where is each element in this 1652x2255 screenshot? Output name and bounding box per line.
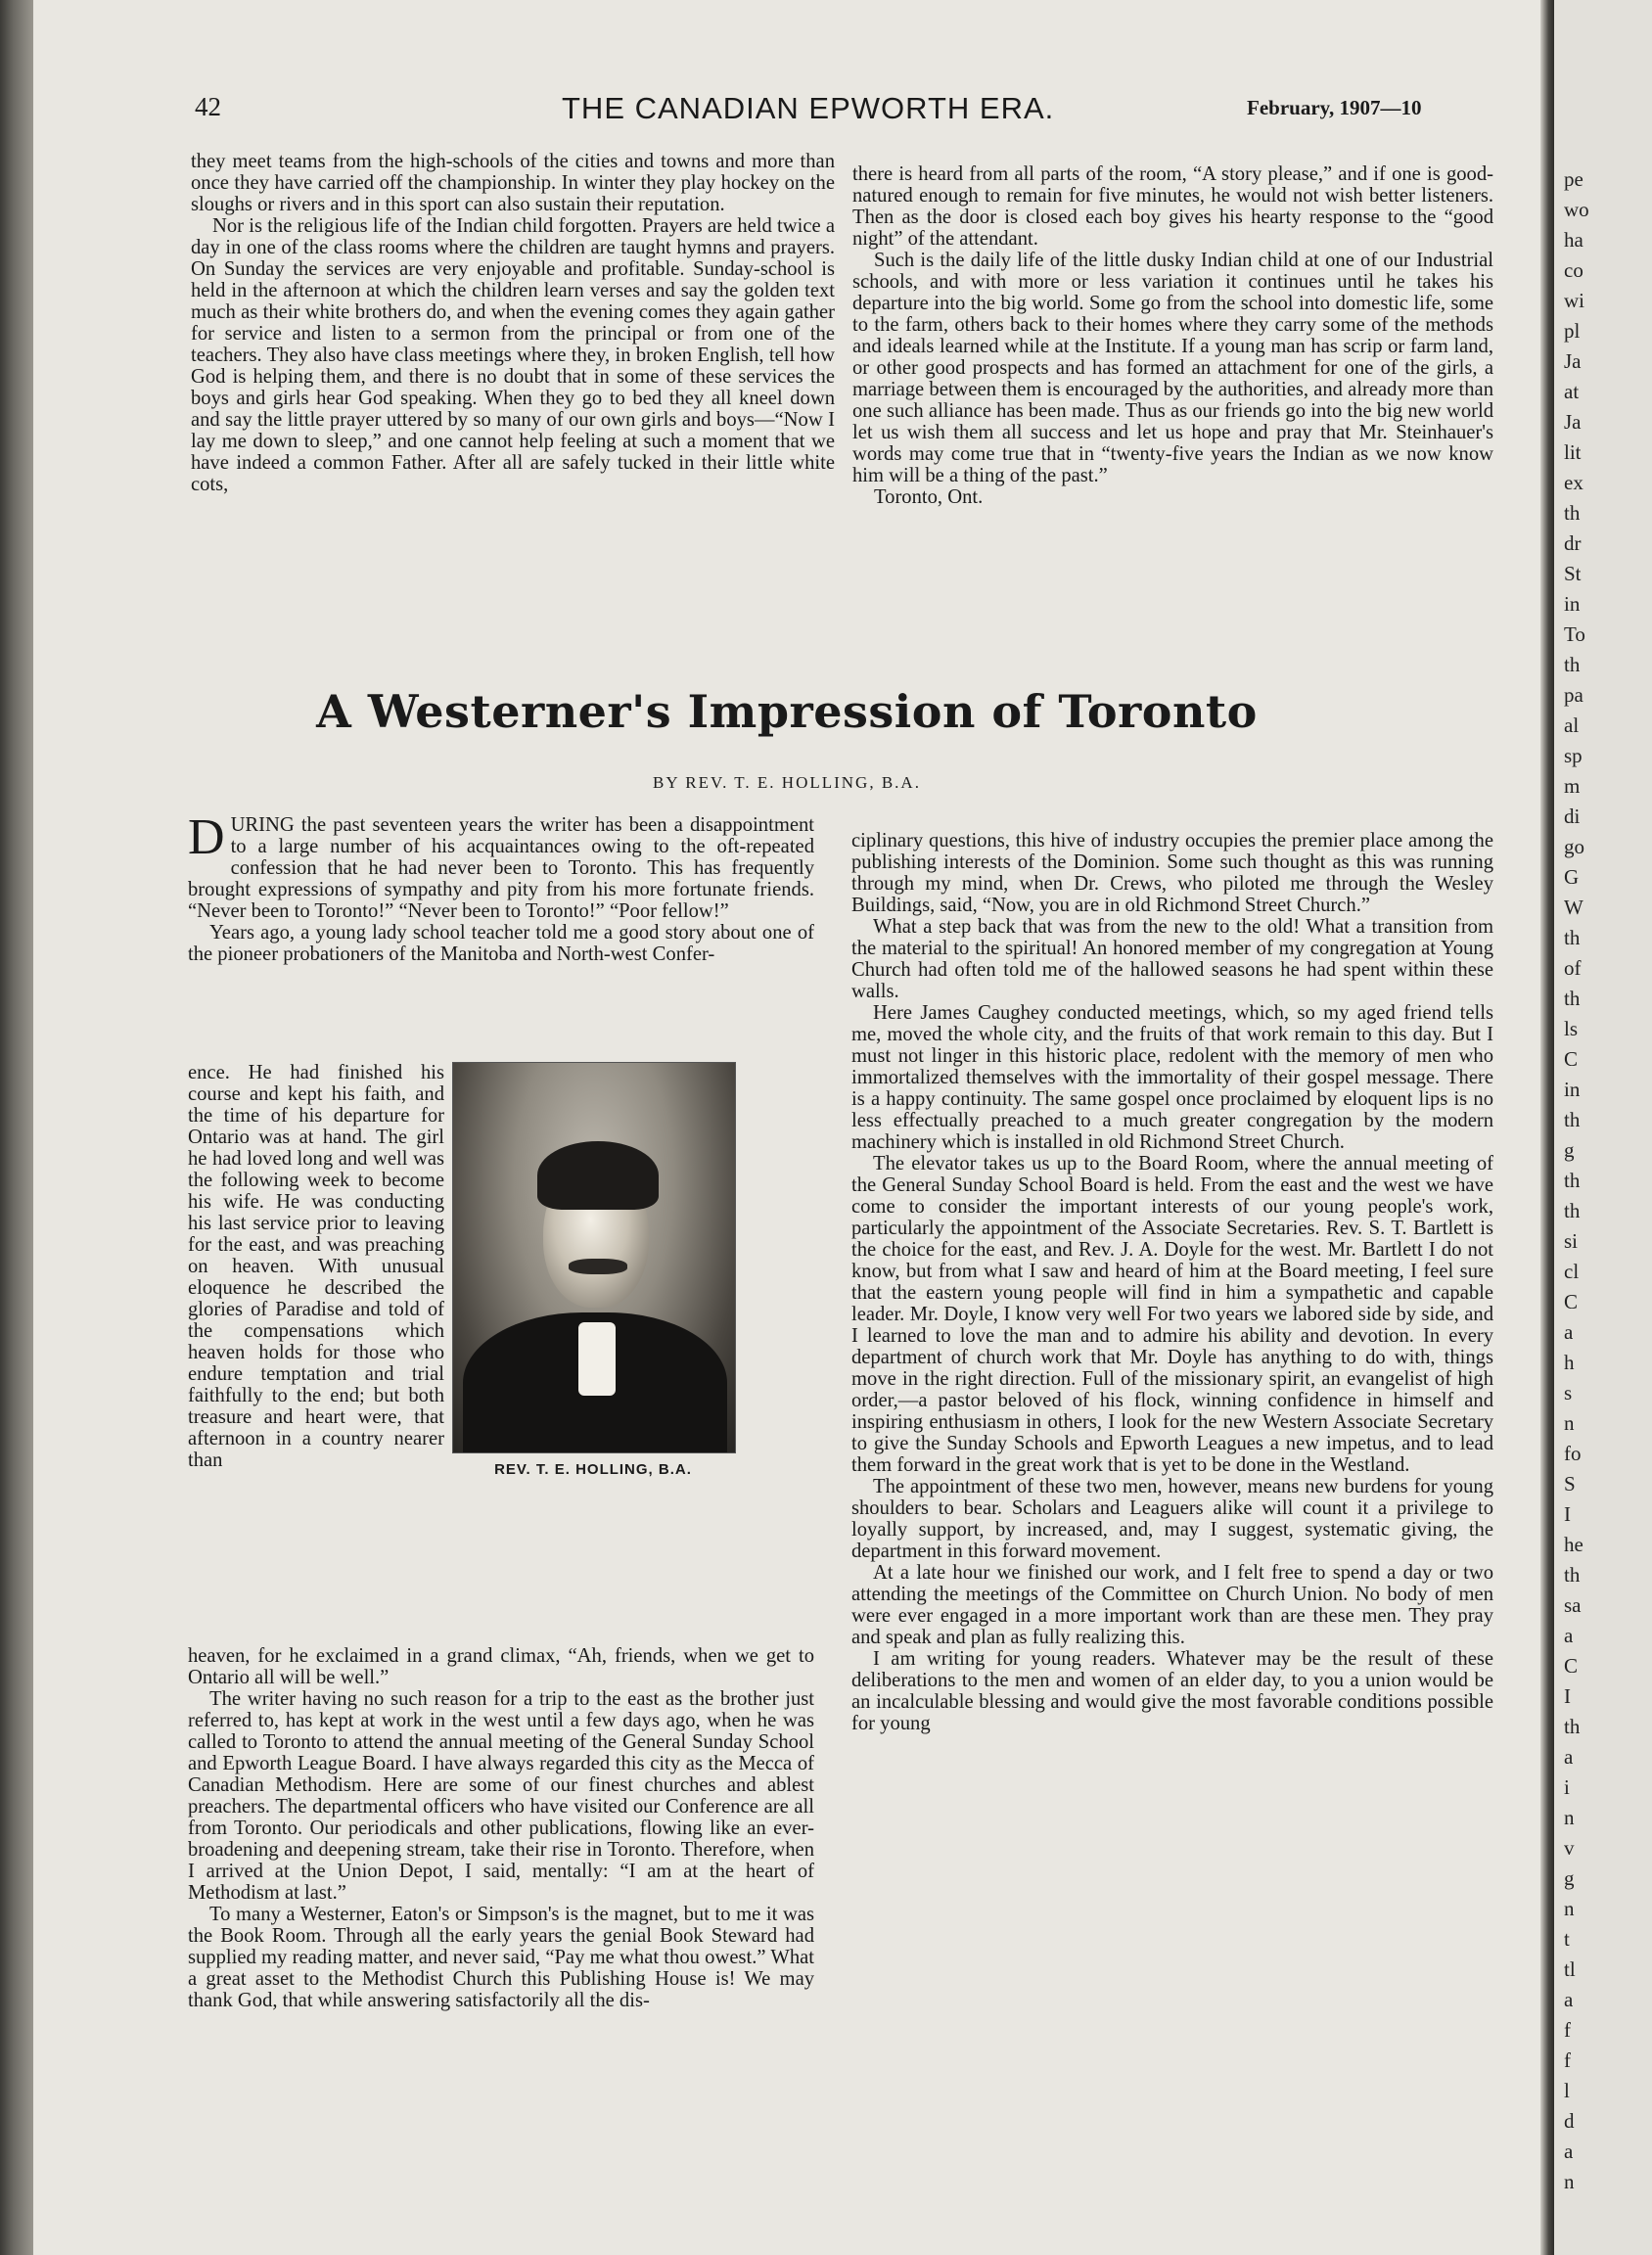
signoff: Toronto, Ont.	[874, 486, 984, 508]
paragraph: there is heard from all parts of the room, “A story please,” and if one is good-natured enough to remain for five minutes, he would not wish better listeners. Then as the door is closed each boy gives his hearty response to the “good night” of the attendant.	[852, 163, 1493, 250]
next-page-fragment: wi	[1564, 289, 1584, 312]
next-page-fragment: pl	[1564, 319, 1581, 343]
next-page-fragment: a	[1564, 2140, 1574, 2163]
next-page-fragment: th	[1564, 926, 1581, 949]
next-page-fragment: th	[1564, 501, 1581, 525]
next-page-fragment: I	[1564, 1684, 1571, 1708]
next-page-fragment: Ja	[1564, 349, 1582, 373]
paragraph: Here James Caughey conducted meetings, which, so my aged friend tells me, moved the whole city, and the fruits of that work remain to this day. But I must not linger in this historic place, redolent with the memory of men who immortalized themselves with the immortality of their gospel message. There is a happy continuity. The same gospel once proclaimed by eloquent lips is no less effectually preached to a much greater congregation by the modern machinery which is installed in old Richmond Street Church.	[851, 1002, 1493, 1153]
paragraph: heaven, for he exclaimed in a grand climax, “Ah, friends, when we get to Ontario all will be well.”	[188, 1645, 814, 1688]
next-page-fragment: n	[1564, 1806, 1575, 1829]
next-page-fragment: d	[1564, 2109, 1575, 2133]
next-page-fragment: g	[1564, 1866, 1575, 1890]
paragraph	[188, 809, 814, 922]
next-page-fragment: ha	[1564, 228, 1583, 252]
next-page-fragment: a	[1564, 1745, 1574, 1769]
page-number: 42	[195, 92, 221, 121]
next-page-fragment: go	[1564, 835, 1584, 858]
adjacent-page-edge	[1554, 0, 1652, 2255]
drop-cap: D	[188, 809, 225, 865]
next-page-fragment: ex	[1564, 471, 1583, 494]
next-page-fragment: v	[1564, 1836, 1575, 1860]
next-page-fragment: To	[1564, 622, 1585, 646]
next-page-fragment: n	[1564, 1411, 1575, 1435]
article-byline: BY REV. T. E. HOLLING, B.A.	[653, 773, 921, 792]
next-page-fragment: wo	[1564, 198, 1589, 221]
paragraph: they meet teams from the high-schools of the cities and towns and more than once they have carried off the championship. In winter they play hockey on the sloughs or rivers and in this sport can also sustain their reputation.	[191, 151, 835, 215]
issue-date: February, 1907—10	[1247, 96, 1422, 119]
paragraph: At a late hour we finished our work, and I felt free to spend a day or two attending the meetings of the Committee on Church Union. No body of men were ever engaged in a more important work than are these men. They pray and speak and plan as fully realizing this.	[851, 1562, 1493, 1648]
next-page-fragment: l	[1564, 2079, 1570, 2102]
next-page-fragment: lit	[1564, 440, 1582, 464]
next-page-fragment: Ja	[1564, 410, 1582, 434]
portrait-caption: REV. T. E. HOLLING, B.A.	[494, 1461, 692, 1478]
next-page-fragment: pe	[1564, 167, 1583, 191]
next-page-fragment: in	[1564, 592, 1581, 616]
portrait-collar	[578, 1322, 616, 1396]
next-page-fragment: pa	[1564, 683, 1583, 707]
author-portrait	[452, 1062, 736, 1453]
next-page-fragment: i	[1564, 1775, 1570, 1799]
top-left-column	[191, 151, 835, 495]
next-page-fragment: di	[1564, 805, 1581, 828]
next-page-fragment: fo	[1564, 1442, 1582, 1465]
next-page-fragment: sp	[1564, 744, 1583, 767]
masthead: THE CANADIAN EPWORTH ERA.	[562, 91, 1055, 125]
next-page-fragment: ls	[1564, 1017, 1579, 1040]
article-left-column-top	[188, 809, 814, 965]
next-page-fragment: C	[1564, 1654, 1579, 1678]
next-page-fragment: t	[1564, 1927, 1570, 1951]
next-page-fragment: at	[1564, 380, 1580, 403]
next-page-fragment: G	[1564, 865, 1580, 889]
paragraph: Nor is the religious life of the Indian child forgotten. Prayers are held twice a day in one of the class rooms where the children are taught hymns and prayers. On Sunday the services are very enjoyable and profitable. Sunday-school is held in the afternoon at which the children learn verses and say the golden text much as their white brothers do, and when the evening comes they again gather for service and listen to a sermon from the principal or from one of the teachers. They also have class meetings where they, in broken English, tell how God is helping them, and there is no doubt that in some of these services the boys and girls hear God speaking. When they go to bed they all kneel down and say the little prayer uttered by so many of our own girls and boys—“Now I lay me down to sleep,” and one cannot help feeling at such a moment that we have indeed a common Father. After all are safely tucked in their little white cots,	[191, 215, 835, 495]
paragraph: ciplinary questions, this hive of industry occupies the premier place among the publishing interests of the Dominion. Some such thought as this was running through my mind, when Dr. Crews, who piloted me through the Wesley Buildings, said, “Now, you are in old Richmond Street Church.”	[851, 830, 1493, 916]
next-page-fragment: g	[1564, 1138, 1575, 1162]
next-page-fragment: a	[1564, 1320, 1574, 1344]
next-page-fragment: W	[1564, 896, 1583, 919]
article-right-column	[851, 830, 1493, 1734]
next-page-fragment: n	[1564, 2170, 1575, 2193]
next-page-fragment: th	[1564, 1563, 1581, 1587]
paragraph: What a step back that was from the new to the old! What a transition from the material to the spiritual! An honored member of my congregation at Young Church had often told me of the hallowed seasons he had spent within these walls.	[851, 916, 1493, 1002]
top-right-column	[852, 163, 1493, 508]
next-page-fragment: I	[1564, 1502, 1571, 1526]
paragraph: I am writing for young readers. Whatever may be the result of these deliberations to the men and women of an elder day, to you a union would be an incalculable blessing and would give the most favorable conditions possible for young	[851, 1648, 1493, 1734]
paragraph: ence. He had finished his course and kept his faith, and the time of his departure for Ontario was at hand. The girl he had loved long and well was the following week to become his wife. He was conducting his last service prior to leaving for the east, and was preaching on heaven. With unusual eloquence he described the glories of Paradise and told of the compensations which heaven holds for those who endure temptation and trial faithfully to the end; but both treasure and heart were, that afternoon in a country nearer than	[188, 1062, 444, 1471]
next-page-fragment: th	[1564, 987, 1581, 1010]
page-header	[33, 92, 1540, 131]
next-page-fragment: n	[1564, 1897, 1575, 1920]
article-left-column-bottom	[188, 1645, 814, 2011]
next-page-fragment: C	[1564, 1047, 1579, 1071]
next-page-fragment: f	[1564, 2018, 1571, 2042]
next-page-fragment: C	[1564, 1290, 1579, 1313]
paragraph: Years ago, a young lady school teacher told me a good story about one of the pioneer probationers of the Manitoba and North-west Confer-	[188, 922, 814, 965]
next-page-fragment: cl	[1564, 1260, 1580, 1283]
next-page-fragment: tl	[1564, 1957, 1576, 1981]
next-page-fragment: th	[1564, 1108, 1581, 1131]
next-page-fragment: th	[1564, 653, 1581, 676]
paragraph: The writer having no such reason for a trip to the east as the brother just referred to, has kept at work in the west until a few days ago, when he was called to Toronto to attend the annual meeting of the General Sunday School and Epworth League Board. I have always regarded this city as the Mecca of Canadian Methodism. Here are some of our finest churches and ablest preachers. The departmental officers who have visited our Conference are all from Toronto. Our periodicals and other publications, flowing like an ever-broadening and deepening stream, take their rise in Toronto. Therefore, when I arrived at the Union Depot, I said, mentally: “I am at the heart of Methodism at last.”	[188, 1688, 814, 1904]
next-page-fragment: m	[1564, 774, 1581, 798]
portrait-moustache	[569, 1259, 627, 1274]
next-page-fragment: St	[1564, 562, 1582, 585]
next-page-fragment: si	[1564, 1229, 1579, 1253]
next-page-fragment: th	[1564, 1169, 1581, 1192]
next-page-fragment: a	[1564, 1624, 1574, 1647]
next-page-fragment: th	[1564, 1715, 1581, 1738]
next-page-fragment: a	[1564, 1988, 1574, 2011]
paragraph-text: URING the past seventeen years the writer has been a disappointment to a large number of his acquaintances owing to the oft-repeated confession that he had never been to Toronto. This has frequently brought expressions of sympathy and pity from his more fortunate friends. “Never been to Toronto!” “Never been to Toronto!” “Poor fellow!”	[188, 814, 814, 922]
next-page-fragment: al	[1564, 713, 1580, 737]
paragraph: The appointment of these two men, however, means new burdens for young shoulders to bear. Scholars and Leaguers alike will count it a privilege to loyally support, by increased, and, may I suggest, systematic giving, the department in this forward movement.	[851, 1476, 1493, 1562]
binding-edge	[0, 0, 33, 2255]
next-page-fragment: th	[1564, 1199, 1581, 1222]
next-page-fragment: of	[1564, 956, 1582, 980]
next-page-fragment: s	[1564, 1381, 1573, 1404]
article-left-column-narrow	[188, 1062, 444, 1471]
paragraph: The elevator takes us up to the Board Room, where the annual meeting of the General Sunday School Board is held. From the east and the west we have come to consider the important interests of our young people's work, particularly the appointment of the Associate Secretaries. Rev. S. T. Bartlett is the choice for the east, and Rev. J. A. Doyle for the west. Mr. Bartlett I do not know, but from what I saw and heard of him at the Board meeting, I feel sure that the eastern young people will find in him a sympathetic and capable leader. Mr. Doyle, I know very well For two years we labored side by side, and I learned to love the man and to admire his ability and devotion. In every department of church work that Mr. Doyle has anything to do with, things move in the right direction. Full of the missionary spirit, an evangelist of high order,—a pastor beloved of his flock, winning confidence in himself and inspiring enthusiasm in others, I look for the new Western Associate Secretary to give the Sunday Schools and Epworth Leagues a new impetus, and to lead them forward in the great work that is yet to be done in the Westland.	[851, 1153, 1493, 1476]
next-page-fragment: he	[1564, 1533, 1583, 1556]
next-page-fragment: sa	[1564, 1593, 1582, 1617]
next-page-fragment: in	[1564, 1078, 1581, 1101]
article-title: A Westerner's Impression of Toronto	[316, 685, 1258, 738]
next-page-fragment: h	[1564, 1351, 1575, 1374]
paragraph: To many a Westerner, Eaton's or Simpson's is the magnet, but to me it was the Book Room. Through all the early years the genial Book Steward had supplied my reading matter, and never said, “Pay me what thou owest.” What a great asset to the Methodist Church this Publishing House is! We may thank God, that while answering satisfactorily all the dis-	[188, 1904, 814, 2011]
paragraph: Such is the daily life of the little dusky Indian child at one of our Industrial schools, and with more or less variation it continues until he takes his departure into the big world. Some go from the school into domestic life, some to the farm, others back to their homes where they carry some of the methods and ideals learned while at the Institute. If a young man has scrip or farm land, or other good prospects and has formed an attachment for one of the girls, a marriage between them is encouraged by the authorities, and already more than one such alliance has been made. Thus as our friends go into the big new world let us wish them all success and let us hope and pray that Mr. Steinhauer's words may come true that in “twenty-five years the Indian as we now know him will be a thing of the past.”	[852, 250, 1493, 486]
next-page-fragment: co	[1564, 258, 1583, 282]
magazine-page	[33, 0, 1540, 2255]
portrait-hair	[537, 1141, 659, 1210]
next-page-fragment: f	[1564, 2048, 1571, 2072]
next-page-fragment: dr	[1564, 531, 1582, 555]
next-page-fragment: S	[1564, 1472, 1576, 1496]
page-gutter	[1540, 0, 1554, 2255]
